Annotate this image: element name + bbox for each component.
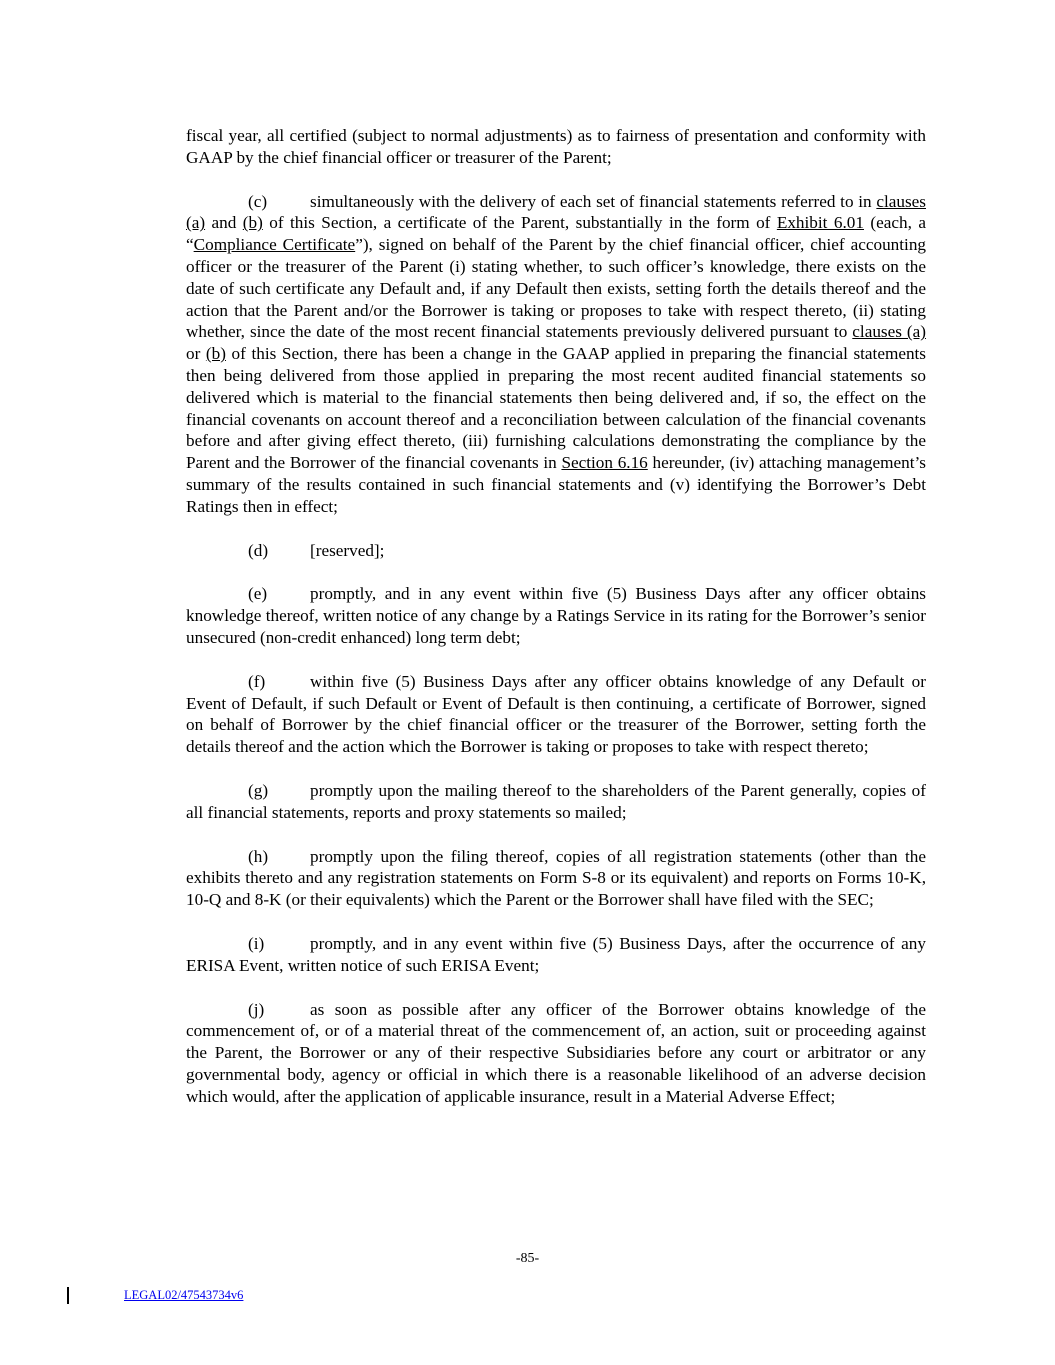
document-id-link[interactable]: LEGAL02/47543734v6 (124, 1288, 244, 1302)
cross-reference: Section 6.16 (561, 453, 648, 473)
clause-text: as soon as possible after any officer of the Borrower obtains knowledge of the commencement of, or of a material threat of the commencement of, an action, suit or proceeding against the Parent, the Borrower or any of their respective Subsidiaries before any court or arbitrator or any governmental body, agency or official in which there is a reasonable likelihood of an adverse decision which would, after the application of applicable insurance, result in a Material Adverse Effect; (186, 999, 926, 1106)
clause-label: (d) (248, 540, 269, 560)
clause-text: promptly, and in any event within five (5) Business Days, after the occurrence of any ERISA Event, written notice of such ERISA Event; (186, 933, 926, 975)
cross-reference: clauses (a) (852, 322, 926, 342)
clause-j (186, 999, 926, 1108)
clause-c: (c) simultaneously with the delivery of each set of financial statements referred to in clauses (a) and (b) of this Section, a certificate of the Parent, substantially in the form of Exhibit 6.01 (each, a “Compliance Certificate”), signed on behalf of the Parent by the chief financial officer, chief accounting officer or the treasurer of the Parent (i) stating whether, to such officer’s knowledge, there exists on the date of such certificate any Default and, if any Default then exists, setting forth the details thereof and the action that the Parent and/or the Borrower is taking or proposes to take with respect thereto, (ii) stating whether, since the date of the most recent financial statements previously delivered pursuant to clauses (a) or (b) of this Section, there has been a change in the GAAP applied in preparing the financial statements then being delivered from those applied in preparing the most recent audited financial statements so delivered which is material to the financial statements then being delivered and, if so, the effect on the financial covenants on account thereof and a reconciliation between calculation of the financial covenants before and after giving effect thereto, (iii) furnishing calculations demonstrating the compliance by the Parent and the Borrower of the financial covenants in Section 6.16 hereunder, (iv) attaching management’s summary of the results contained in such financial statements and (v) identifying the Borrower’s Debt Ratings then in effect; (186, 191, 927, 516)
clause-g (186, 780, 926, 824)
clause-text: promptly upon the filing thereof, copies of all registration statements (other than the exhibits thereto and any registration statements on Form S-8 or its equivalent) and reports on Forms 10-K, 10-Q and 8-K (or their equivalents) which the Parent or the Borrower shall have filed with the SEC; (186, 846, 926, 910)
clause-text: [reserved]; (310, 540, 385, 560)
clause-label: (f) (248, 671, 266, 691)
clause-h (186, 846, 926, 911)
clause-label: (h) (248, 846, 269, 866)
document-body (186, 125, 926, 1129)
clause-text: promptly upon the mailing thereof to the shareholders of the Parent generally, copies of all financial statements, reports and proxy statements so mailed; (186, 780, 926, 822)
clause-label: (c) (248, 191, 268, 211)
clause-d (186, 540, 926, 562)
clause-label: (i) (248, 933, 265, 953)
clause-i (186, 933, 926, 977)
clause-text: within five (5) Business Days after any officer obtains knowledge of any Default or Event of Default, if such Default or Event of Default is then continuing, a certificate of Borrower, signed on behalf of Borrower by the chief financial officer or the treasurer of the Borrower, setting forth the details thereof and the action which the Borrower is taking or proposes to take with respect thereto; (186, 671, 926, 757)
clause-text: promptly, and in any event within five (5) Business Days after any officer obtains knowledge thereof, written notice of any change by a Ratings Service in its rating for the Borrower’s senior unsecured (non-credit enhanced) long term debt; (186, 584, 926, 647)
paragraph-continuation (186, 125, 926, 169)
paragraph-text: fiscal year, all certified (subject to normal adjustments) as to fairness of presentation and conformity with GAAP by the chief financial officer or treasurer of the Parent; (186, 126, 926, 167)
page-number: -85- (515, 1251, 540, 1266)
clause-e (186, 583, 926, 648)
clause-label: (e) (248, 584, 268, 604)
clause-label: (g) (248, 780, 269, 800)
cross-reference: Exhibit 6.01 (776, 213, 864, 233)
cross-reference: (b) (205, 344, 226, 364)
cross-reference: clauses (a) (186, 191, 926, 233)
clause-label: (j) (248, 999, 265, 1019)
defined-term: Compliance Certificate (193, 235, 356, 255)
revision-bar (67, 1287, 69, 1304)
cross-reference: (b) (242, 213, 263, 233)
clause-f (186, 671, 926, 758)
